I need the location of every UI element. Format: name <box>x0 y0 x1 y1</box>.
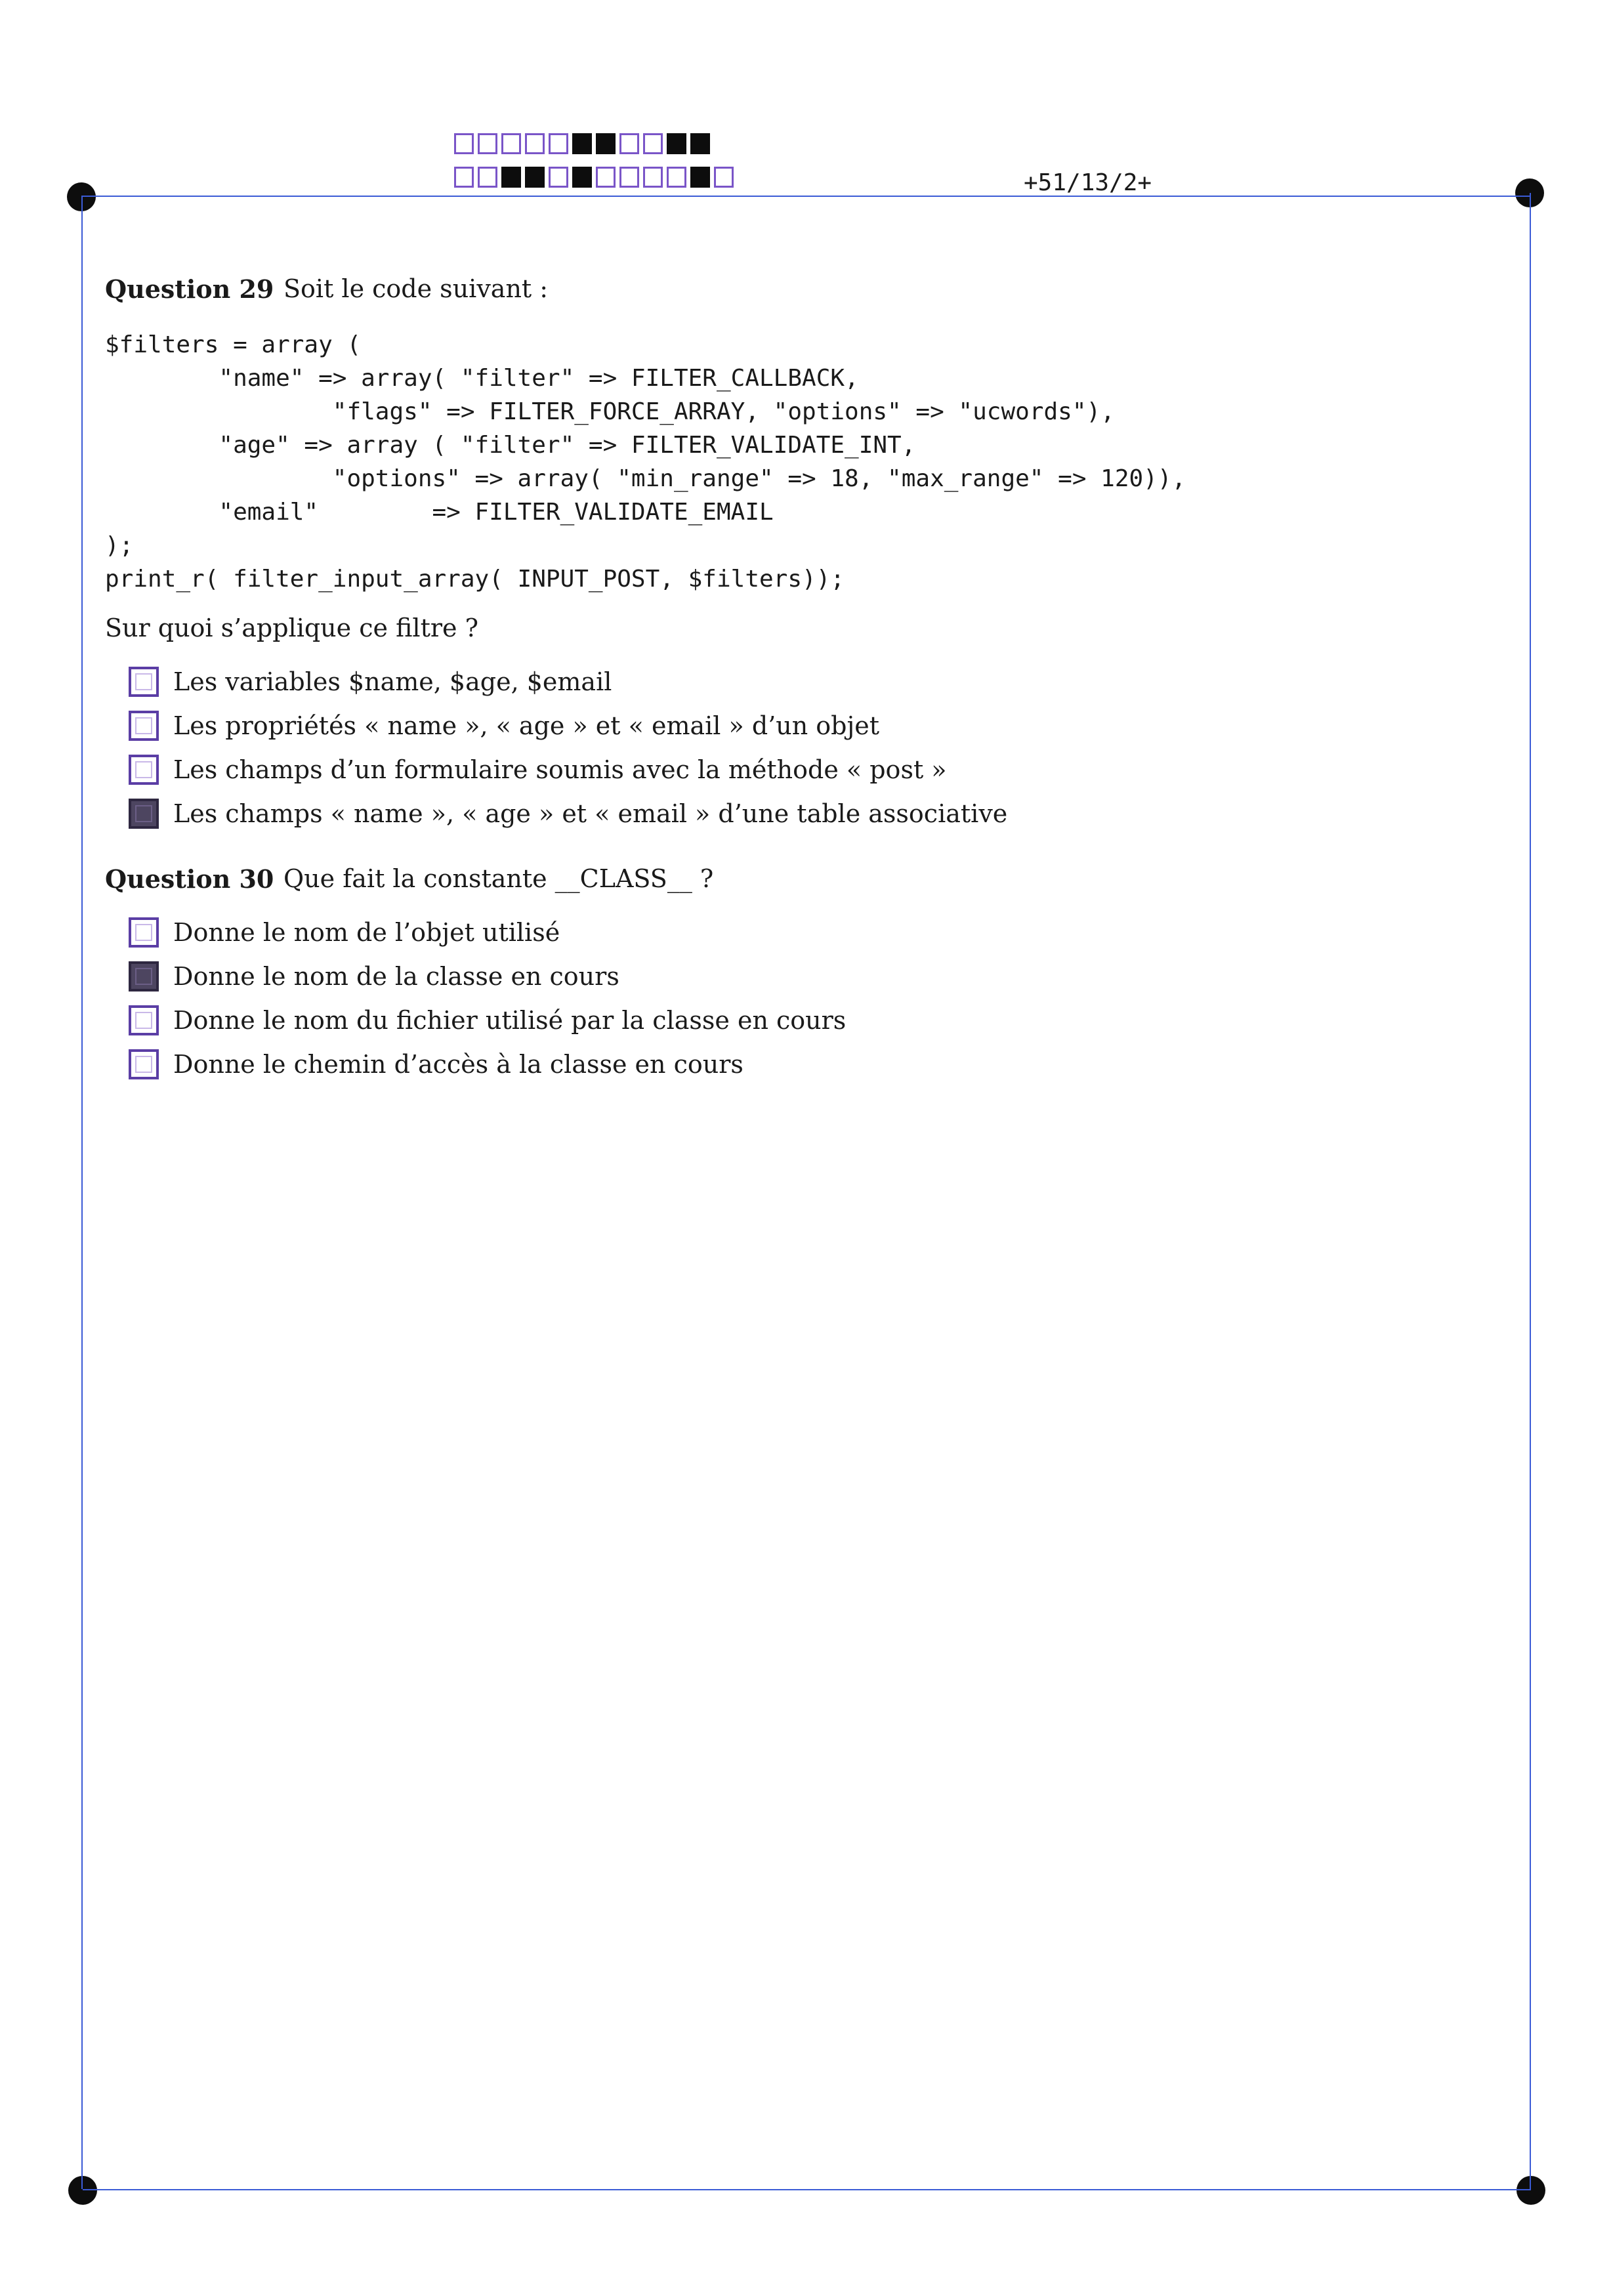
id-code-cell <box>454 167 474 188</box>
answer-checkbox[interactable] <box>129 917 159 948</box>
id-code-cell <box>549 167 568 188</box>
id-code-row-1 <box>454 133 710 154</box>
question-29-answer-3[interactable] <box>129 755 947 785</box>
id-code-cell <box>478 167 497 188</box>
question-30-label: Question 30 <box>105 864 274 894</box>
id-code-cell <box>525 133 545 154</box>
id-code-cell <box>643 133 663 154</box>
question-30-text: Que fait la constante __CLASS__ ? <box>283 864 714 893</box>
question-29-answer-4[interactable] <box>129 799 1007 829</box>
id-code-cell <box>454 133 474 154</box>
question-30-answer-3[interactable] <box>129 1005 846 1035</box>
answer-checkbox[interactable] <box>129 711 159 741</box>
question-30-answer-4[interactable] <box>129 1049 743 1079</box>
id-code-cell <box>619 133 639 154</box>
id-code-cell <box>690 167 710 188</box>
id-code-cell <box>525 167 545 188</box>
answer-label: Les propriétés « name », « age » et « email » d’un objet <box>173 711 880 740</box>
id-code-cell <box>501 167 521 188</box>
page-id: +51/13/2+ <box>1024 169 1152 196</box>
answer-label: Les champs d’un formulaire soumis avec la méthode « post » <box>173 755 947 784</box>
answer-label: Les variables $name, $age, $email <box>173 667 612 696</box>
question-29-heading <box>105 274 548 304</box>
answer-checkbox[interactable] <box>129 799 159 829</box>
question-29-label: Question 29 <box>105 274 274 304</box>
frame-left-line <box>81 197 83 2189</box>
question-29-answer-2[interactable] <box>129 711 879 741</box>
id-code-cell <box>619 167 639 188</box>
question-29-answer-1[interactable] <box>129 667 612 697</box>
answer-label: Donne le nom du fichier utilisé par la classe en cours <box>173 1006 847 1035</box>
corner-marker-bottom-right <box>1517 2176 1545 2205</box>
id-code-cell <box>572 133 592 154</box>
corner-marker-bottom-left <box>68 2176 97 2205</box>
question-30-answer-2[interactable] <box>129 961 619 991</box>
question-29-code: $filters = array ( "name" => array( "filter" => FILTER_CALLBACK, "flags" => FILTER_FORCE_ARRAY, "options" => "ucwords"), "age" => array ( "filter" => FILTER_VALIDATE_INT, "options" => array( "min_range" => 18, "max_range" => 120)), "email" => FILTER_VALIDATE_EMAIL ); print_r( filter_input_array( INPUT_POST, $filters)); <box>105 331 1186 593</box>
question-30-answer-1[interactable] <box>129 917 560 948</box>
answer-checkbox[interactable] <box>129 1005 159 1035</box>
answer-checkbox[interactable] <box>129 1049 159 1079</box>
id-code-cell <box>572 167 592 188</box>
id-code-cell <box>596 167 616 188</box>
id-code-cell <box>667 133 686 154</box>
id-code-cell <box>643 167 663 188</box>
answer-label: Les champs « name », « age » et « email » d’une table associative <box>173 799 1008 828</box>
frame-bottom-line <box>83 2189 1531 2190</box>
answer-label: Donne le nom de l’objet utilisé <box>173 918 560 947</box>
answer-checkbox[interactable] <box>129 667 159 697</box>
id-code-cell <box>549 133 568 154</box>
question-29-text: Soit le code suivant : <box>283 274 549 303</box>
id-code-row-2 <box>454 167 734 188</box>
id-code-cell <box>690 133 710 154</box>
id-code-cell <box>596 133 616 154</box>
frame-top-line <box>81 196 1531 197</box>
answer-checkbox[interactable] <box>129 755 159 785</box>
id-code-cell <box>501 133 521 154</box>
answer-label: Donne le chemin d’accès à la classe en cours <box>173 1050 743 1079</box>
answer-checkbox[interactable] <box>129 961 159 991</box>
answer-label: Donne le nom de la classe en cours <box>173 962 619 991</box>
id-code-cell <box>714 167 734 188</box>
frame-right-line <box>1530 193 1531 2189</box>
question-29-prompt: Sur quoi s’applique ce filtre ? <box>105 614 478 642</box>
id-code-cell <box>667 167 686 188</box>
question-30-heading <box>105 864 713 894</box>
id-code-cell <box>478 133 497 154</box>
